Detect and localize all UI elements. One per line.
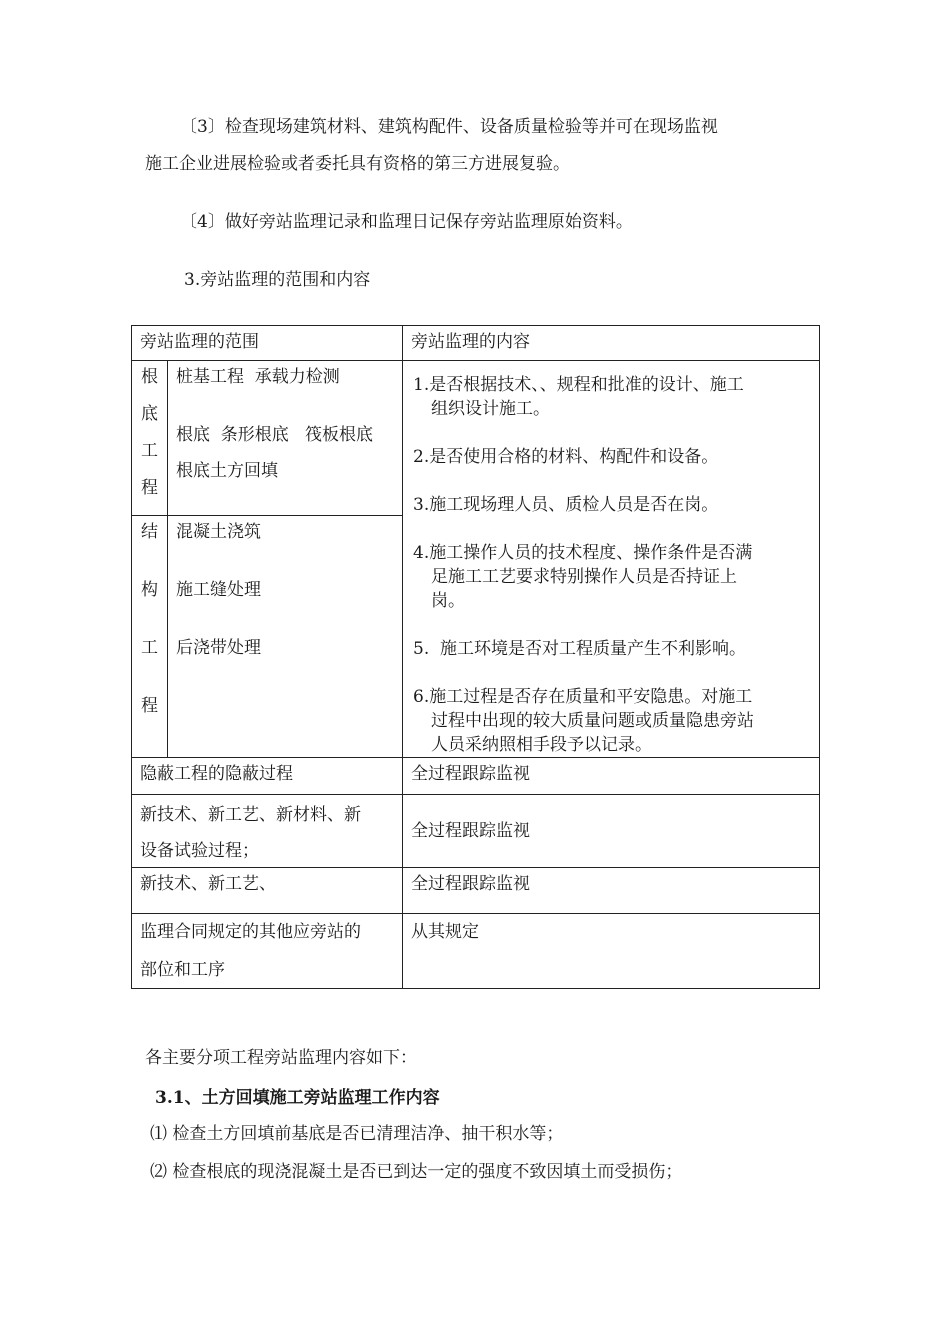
after-sub-title: 3.1、土方回填施工旁站监理工作内容 bbox=[155, 1088, 440, 1108]
foundation-char-1: 根 bbox=[141, 367, 158, 387]
content-item bbox=[413, 373, 809, 421]
foundation-char-4: 程 bbox=[141, 478, 158, 498]
content-item-head: 5. 施工环境是否对工程质量产生不利影响。 bbox=[413, 639, 747, 659]
row-new-tech-scope-line-1: 新技术、新工艺、新材料、新 bbox=[140, 805, 361, 825]
structure-item-2: 施工缝处理 bbox=[176, 579, 261, 600]
content-item bbox=[413, 493, 809, 517]
after-intro: 各主要分项工程旁站监理内容如下： bbox=[145, 1048, 417, 1068]
structure-items bbox=[168, 515, 403, 757]
row-contract-scope-line-2: 部位和工序 bbox=[140, 960, 225, 980]
content-item bbox=[413, 445, 809, 469]
content-item-cont: 过程中出现的较大质量问题或质量隐患旁站 bbox=[431, 711, 754, 731]
content-item bbox=[413, 541, 809, 613]
row-new-tech-2-content: 全过程跟踪监视 bbox=[403, 868, 820, 914]
row-concealed-scope: 隐蔽工程的隐蔽过程 bbox=[132, 758, 403, 795]
row-new-tech-content: 全过程跟踪监视 bbox=[403, 795, 820, 868]
row-new-tech-2-scope: 新技术、新工艺、 bbox=[132, 868, 403, 914]
header-scope: 旁站监理的范围 bbox=[132, 326, 403, 361]
content-item-head: 2.是否使用合格的材料、构配件和设备。 bbox=[413, 447, 719, 467]
paragraph-3-line-2: 施工企业进展检验或者委托具有资格的第三方进展复验。 bbox=[145, 154, 570, 174]
structure-char-1: 结 bbox=[141, 521, 158, 542]
row-contract-content: 从其规定 bbox=[403, 914, 820, 989]
row-contract-scope bbox=[132, 914, 403, 989]
paragraph-3-line-1: 〔3〕检查现场建筑材料、建筑构配件、设备质量检验等并可在现场监视 bbox=[180, 117, 718, 137]
content-item-cont: 人员采纳照相手段予以记录。 bbox=[431, 735, 652, 755]
structure-char-4: 程 bbox=[141, 695, 158, 716]
structure-item-3: 后浇带处理 bbox=[176, 637, 261, 658]
foundation-item-1: 桩基工程 承载力检测 bbox=[176, 367, 340, 387]
supervision-scope-table bbox=[131, 325, 820, 989]
row-new-tech-scope-line-2: 设备试验过程； bbox=[140, 841, 259, 861]
content-item-head: 6.施工过程是否存在质量和平安隐患。对施工 bbox=[413, 687, 753, 707]
structure-item-1: 混凝土浇筑 bbox=[176, 521, 261, 542]
content-item-head: 3.施工现场理人员、质检人员是否在岗。 bbox=[413, 495, 719, 515]
content-item-head: 4.施工操作人员的技术程度、操作条件是否满 bbox=[413, 543, 753, 563]
content-item bbox=[413, 685, 809, 757]
row-new-tech-scope bbox=[132, 795, 403, 868]
foundation-category bbox=[132, 361, 168, 516]
header-content: 旁站监理的内容 bbox=[403, 326, 820, 361]
content-item-head: 1.是否根据技术、、规程和批准的设计、施工 bbox=[413, 375, 744, 395]
content-item-cont: 岗。 bbox=[431, 591, 465, 611]
foundation-char-3: 工 bbox=[141, 441, 158, 461]
content-item-cont: 组织设计施工。 bbox=[431, 399, 550, 419]
content-item-cont: 足施工工艺要求特别操作人员是否持证上 bbox=[431, 567, 737, 587]
foundation-char-2: 底 bbox=[141, 404, 158, 424]
foundation-item-3: 根底土方回填 bbox=[176, 461, 278, 481]
after-item-1: ⑴ 检查土方回填前基底是否已清理洁净、抽干积水等； bbox=[150, 1124, 564, 1144]
paragraph-4: 〔4〕做好旁站监理记录和监理日记保存旁站监理原始资料。 bbox=[180, 212, 633, 232]
content-cell bbox=[403, 361, 820, 758]
structure-char-2: 构 bbox=[141, 579, 158, 600]
section-3-title: 3.旁站监理的范围和内容 bbox=[184, 270, 371, 290]
after-item-2: ⑵ 检查根底的现浇混凝土是否已到达一定的强度不致因填土而受损伤； bbox=[150, 1162, 683, 1182]
foundation-items bbox=[168, 361, 403, 516]
foundation-item-2: 根底 条形根底 筏板根底 bbox=[176, 425, 374, 445]
row-concealed-content: 全过程跟踪监视 bbox=[403, 758, 820, 795]
row-contract-scope-line-1: 监理合同规定的其他应旁站的 bbox=[140, 922, 361, 942]
structure-category bbox=[132, 515, 168, 757]
content-item bbox=[413, 637, 809, 661]
structure-char-3: 工 bbox=[141, 637, 158, 658]
